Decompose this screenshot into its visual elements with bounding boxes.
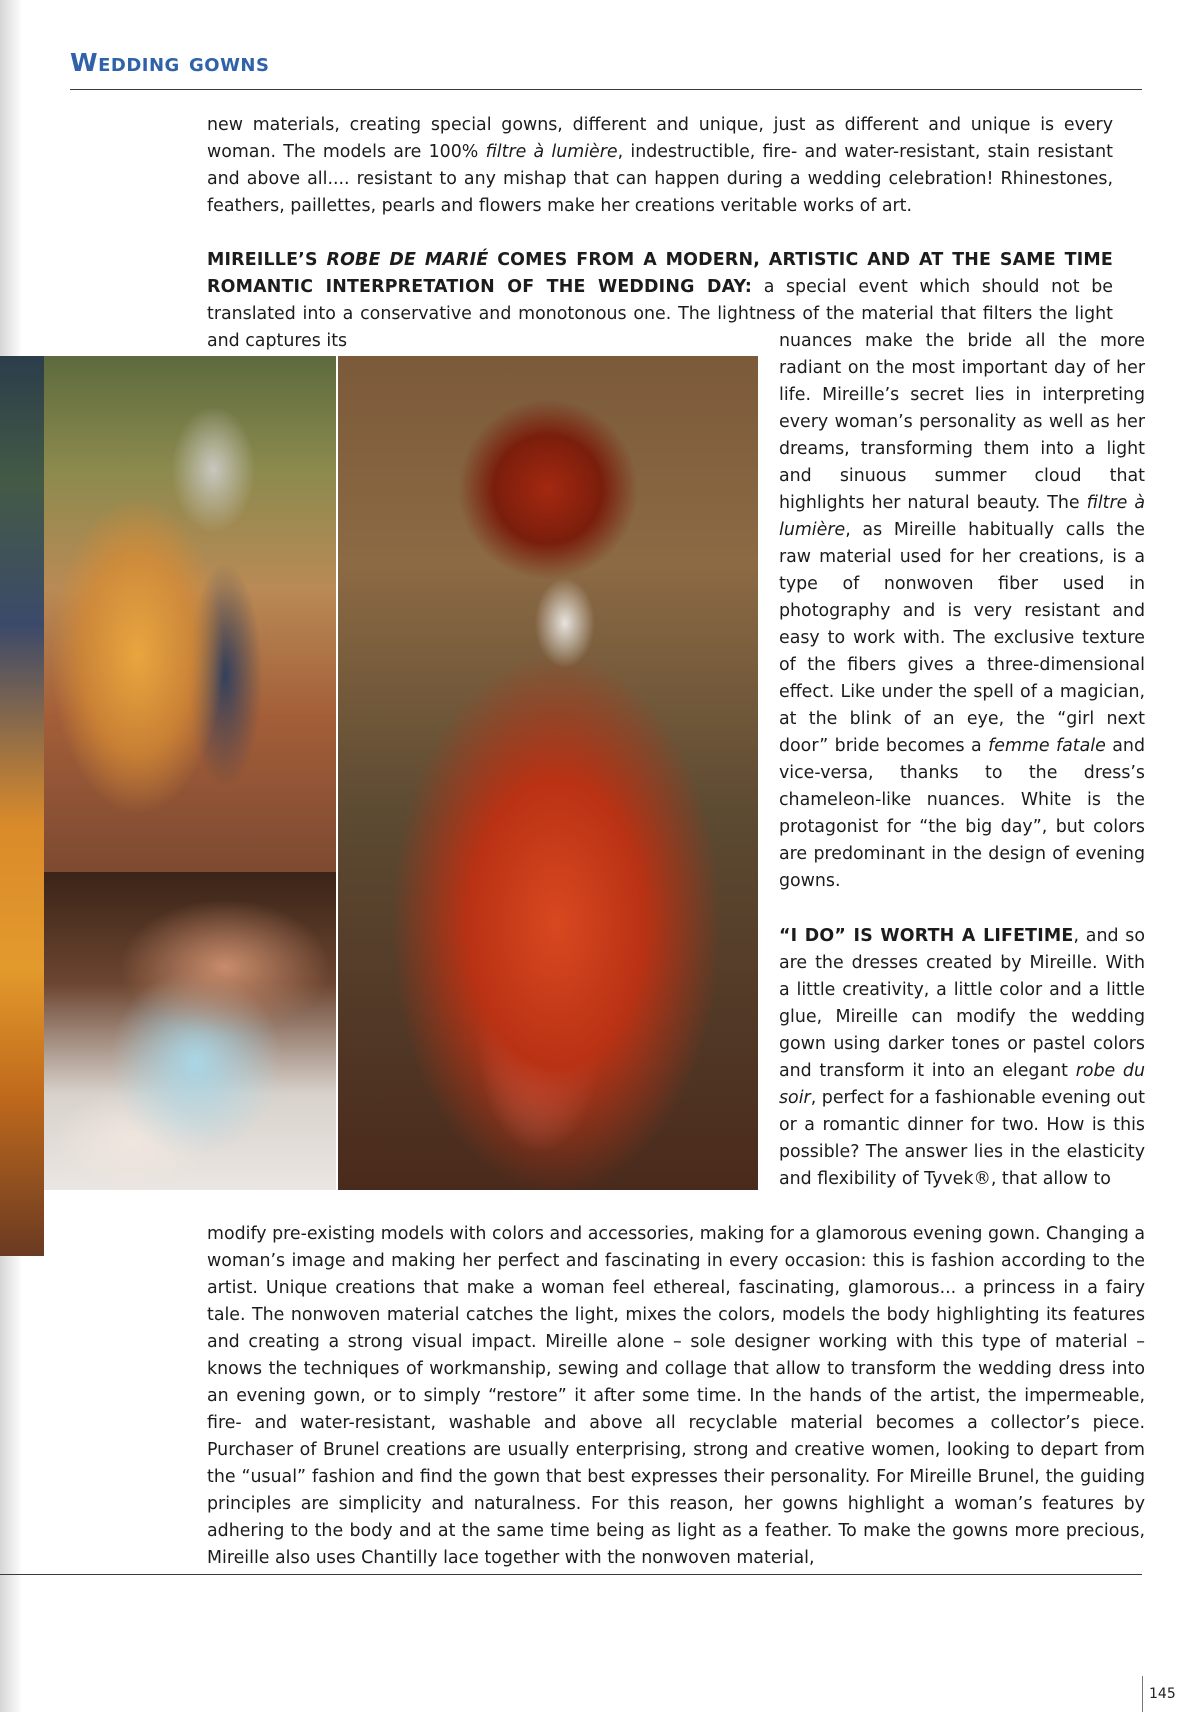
intro-emphasis-filtre: filtre à lumière xyxy=(485,142,618,162)
robe-column-paragraph xyxy=(779,328,1145,895)
footer-rule xyxy=(0,1574,1142,1575)
page-number: 145 xyxy=(1149,1686,1176,1702)
robe-lead-emphasis: ROBE DE MARIÉ xyxy=(326,250,489,270)
robe-column-emphasis-femme: femme fatale xyxy=(988,736,1106,756)
page-number-divider xyxy=(1142,1676,1143,1712)
photo-left-edge-strip xyxy=(0,356,44,1256)
lifetime-lead: “I DO” IS WORTH A LIFETIME xyxy=(779,926,1074,946)
section-title: Wedding gowns xyxy=(70,48,270,77)
intro-paragraph xyxy=(207,112,1113,220)
photo-designer-crafting xyxy=(44,872,336,1190)
photo-red-feather-gown xyxy=(338,356,758,1190)
robe-lead-2: COMES FROM A MODERN, ARTISTIC AND AT THE SAME TIME ROMANTIC INTERPRETATION OF THE WEDDING DAY: xyxy=(207,250,1113,297)
lifetime-continued-paragraph: modify pre-existing models with colors and accessories, making for a glamorous evening gown. Changing a woman’s image and making her perfect and fascinating in every occasion: this is fashion according to the artist. Unique creations that make a woman feel ethereal, fascinating, glamorous... a princess in a fairy tale. The nonwoven material catches the light, mixes the colors, models the body highlighting its features and creating a strong visual impact. Mireille alone – sole designer working with this type of material – knows the techniques of workmanship, sewing and collage that allow to transform the wedding dress into an evening gown, or to simply “restore” it after some time. In the hands of the artist, the impermeable, fire- and water-resistant, washable and above all recyclable material becomes a collector’s piece. Purchaser of Brunel creations are usually enterprising, strong and creative women, looking to depart from the “usual” fashion and find the gown that best expresses their personality. For Mireille Brunel, the guiding principles are simplicity and naturalness. For this reason, her gowns highlight a woman’s features by adhering to the body and at the same time being as light as a feather. To make the gowns more precious, Mireille also uses Chantilly lace together with the nonwoven material, xyxy=(207,1224,1145,1568)
lifetime-paragraph xyxy=(779,923,1145,1193)
robe-column-text-1: nuances make the bride all the more radiant on the most important day of her life. Mireille’s secret lies in interpreting every woman’s personality as well as her dreams, transforming them into a light and sinuous summer cloud that highlights her natural beauty. The xyxy=(779,331,1145,513)
intro-text-2: , indestructible, fire- and water-resistant, stain resistant and above all.... resistant to any mishap that can happen during a wedding celebration! Rhinestones, feathers, paillettes, pearls and flowers make her creations veritable works of art. xyxy=(207,142,1113,216)
robe-column-text-2: , as Mireille habitually calls the raw material used for her creations, is a type of nonwoven fiber used in photography and is very resistant and easy to work with. The exclusive texture of the fibers gives a three-dimensional effect. Like under the spell of a magician, at the blink of an eye, the “girl next door” bride becomes a xyxy=(779,520,1145,756)
photo-studio-golden-gown xyxy=(44,356,336,872)
robe-text: a special event which should not be translated into a conservative and monotonous one. The lightness of the material that filters the light and captures its xyxy=(207,277,1113,351)
lifetime-emphasis-robe: robe du soir xyxy=(779,1061,1145,1108)
robe-column-text-3: and vice-versa, thanks to the dress’s chameleon-like nuances. White is the protagonist for “the big day”, but colors are predominant in the design of evening gowns. xyxy=(779,736,1145,891)
robe-lead-1: MIREILLE’S xyxy=(207,250,327,270)
intro-text-1: new materials, creating special gowns, different and unique, just as different and unique is every woman. The models are 100% xyxy=(207,115,1113,162)
robe-paragraph xyxy=(207,247,1113,351)
robe-column-emphasis-filtre: filtre à lumière xyxy=(779,493,1146,540)
header-rule xyxy=(70,89,1142,90)
lifetime-text-1: , and so are the dresses created by Mireille. With a little creativity, a little color and a little glue, Mireille can modify the wedding gown using darker tones or pastel colors and transform it into an elegant xyxy=(779,926,1145,1081)
lifetime-text-2: , perfect for a fashionable evening out or a romantic dinner for two. How is this possible? The answer lies in the elasticity and flexibility of Tyvek®, that allow to xyxy=(779,1088,1145,1189)
